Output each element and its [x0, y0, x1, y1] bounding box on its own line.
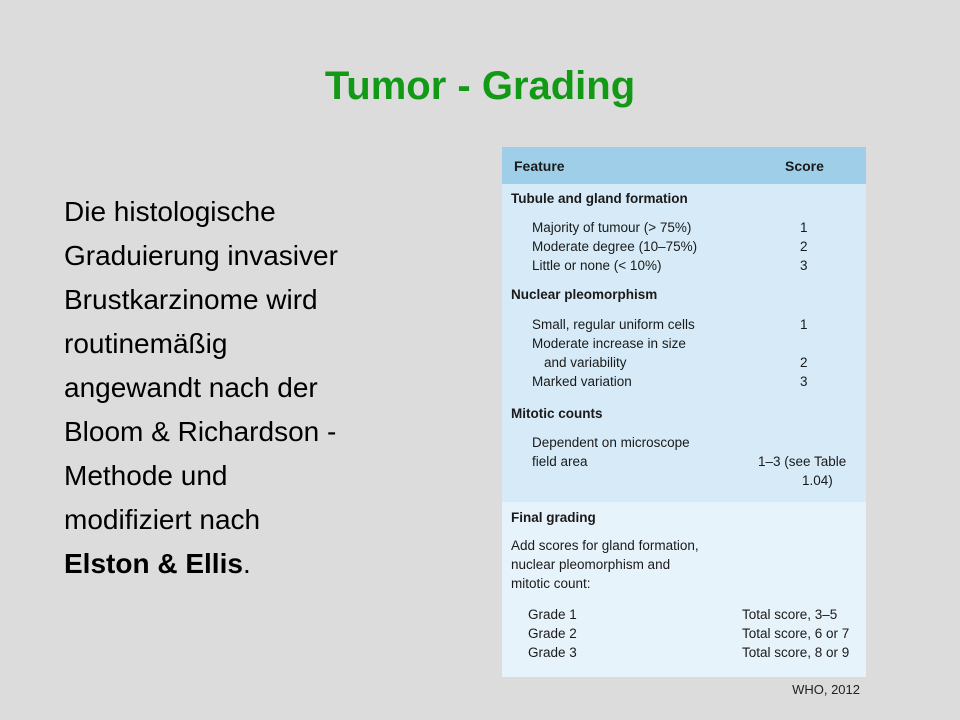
body-line: modifiziert nach [64, 504, 261, 535]
feature-label-cont: field area [532, 454, 588, 469]
header-score: Score [785, 158, 824, 174]
grading-table [502, 147, 866, 677]
feature-score: 2 [800, 355, 808, 370]
feature-label: Little or none (< 10%) [532, 258, 662, 273]
feature-label: Majority of tumour (> 75%) [532, 220, 692, 235]
feature-label: Marked variation [532, 374, 632, 389]
section-heading: Tubule and gland formation [511, 191, 688, 206]
body-line: angewandt nach der [64, 372, 318, 403]
table-header [502, 147, 866, 184]
body-line-last [64, 542, 484, 586]
feature-label: Small, regular uniform cells [532, 317, 695, 332]
body-line: Die histologische [64, 196, 276, 227]
grade-score: Total score, 3–5 [742, 607, 838, 622]
trailing-period: . [242, 548, 251, 579]
table-body [502, 184, 866, 537]
final-desc: Add scores for gland formation, [511, 538, 699, 553]
feature-label: Dependent on microscope [532, 435, 690, 450]
section-heading: Nuclear pleomorphism [511, 287, 658, 302]
grade-label: Grade 1 [528, 607, 577, 622]
body-line: Methode und [64, 460, 228, 491]
grade-label: Grade 3 [528, 645, 577, 660]
feature-score: 1 [800, 220, 808, 235]
feature-label: Moderate degree (10–75%) [532, 239, 698, 254]
section-heading: Final grading [511, 510, 596, 525]
feature-score: 3 [800, 258, 808, 273]
grade-label: Grade 2 [528, 626, 577, 641]
body-line: Brustkarzinome wird [64, 284, 318, 315]
feature-score-cont: 1.04) [802, 473, 833, 488]
final-desc: mitotic count: [511, 576, 591, 591]
body-line: Graduierung invasiver [64, 240, 338, 271]
feature-label: Moderate increase in size [532, 336, 686, 351]
source-citation: WHO, 2012 [792, 682, 860, 697]
bold-term: Elston & Ellis [64, 548, 243, 579]
final-grading-block [502, 502, 866, 677]
final-desc: nuclear pleomorphism and [511, 557, 671, 572]
body-line: routinemäßig [64, 328, 228, 359]
grade-score: Total score, 8 or 9 [742, 645, 850, 660]
grade-score: Total score, 6 or 7 [742, 626, 850, 641]
feature-score: 1–3 (see Table [758, 454, 847, 469]
feature-score: 1 [800, 317, 808, 332]
body-text [64, 190, 484, 586]
header-feature: Feature [514, 158, 565, 174]
body-line: Bloom & Richardson - [64, 416, 337, 447]
feature-score: 3 [800, 374, 808, 389]
feature-label-cont: and variability [544, 355, 627, 370]
feature-score: 2 [800, 239, 808, 254]
section-heading: Mitotic counts [511, 406, 603, 421]
slide-title: Tumor - Grading [324, 64, 636, 108]
